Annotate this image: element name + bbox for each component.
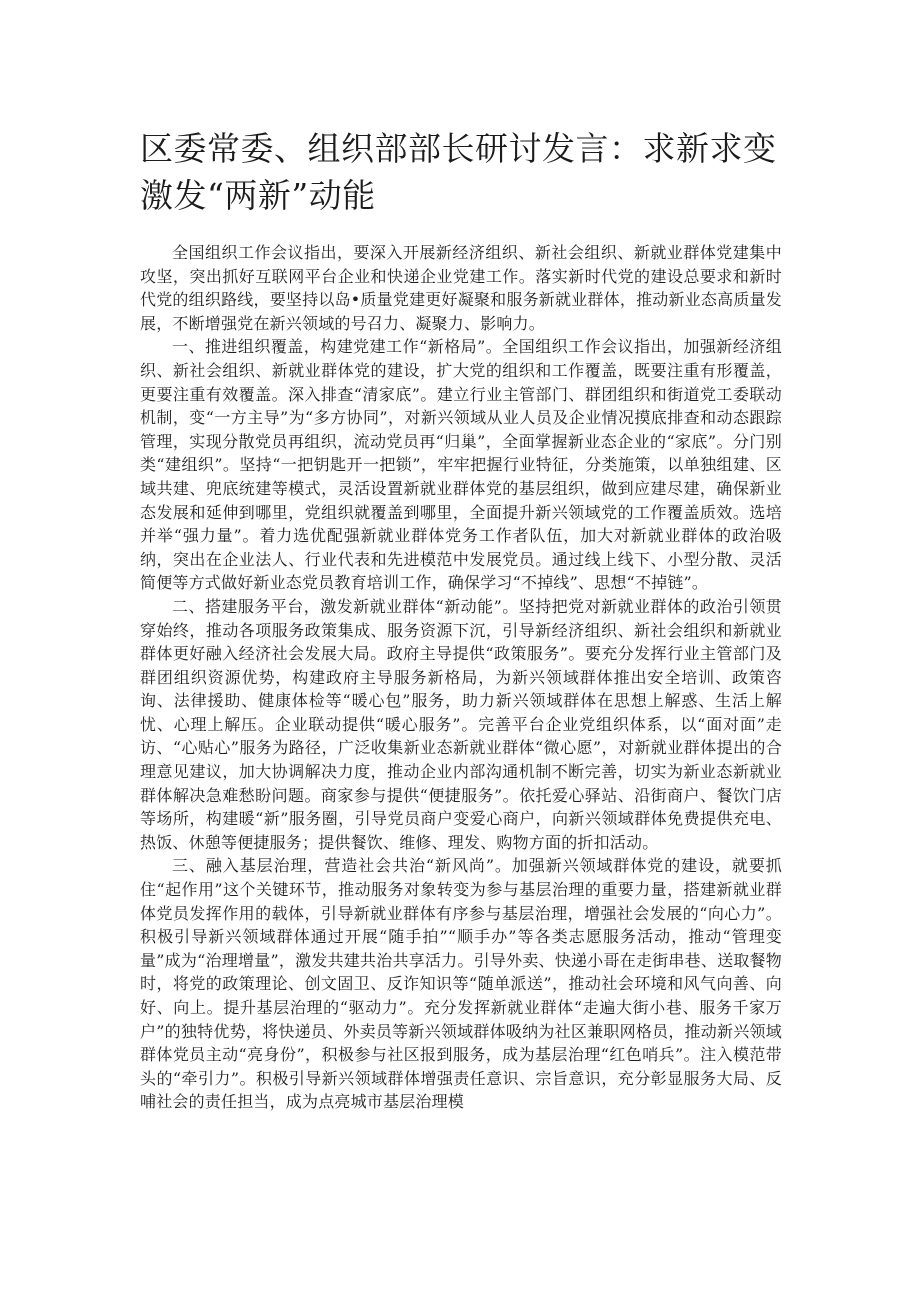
section-three-paragraph: 三、融入基层治理，营造社会共治“新风尚”。加强新兴领域群体党的建设，就要抓住“起作用”这个关键环节，推动服务对象转变为参与基层治理的重要力量，搭建新就业群体党员发挥作用的载体，引导新就业群体有序参与基层治理，增强社会发展的“向心力”。积极引导新兴领域群体通过开展“随手拍”“顺手办”等各类志愿服务活动，推动“管理变量”成为“治理增量”，激发共建共治共享活力。引导外卖、快递小哥在走街串巷、送取餐物时，将党的政策理论、创文固卫、反诈知识等“随单派送”，推动社会环境和风气向善、向好、向上。提升基层治理的“驱动力”。充分发挥新就业群体“走遍大街小巷、服务千家万户”的独特优势，将快递员、外卖员等新兴领域群体吸纳为社区兼职网格员，推动新兴领域群体党员主动“亮身份”，积极参与社区报到服务，成为基层治理“红色哨兵”。注入模范带头的“牵引力”。积极引导新兴领域群体增强责任意识、宗旨意识，充分彰显服务大局、反哺社会的责任担当，成为点亮城市基层治理模 [140,856,782,1112]
section-one-paragraph: 一、推进组织覆盖，构建党建工作“新格局”。全国组织工作会议指出，加强新经济组织、新社会组织、新就业群体党的建设，扩大党的组织和工作覆盖，既要注重有形覆盖，更要注重有效覆盖。深入排查“清家底”。建立行业主管部门、群团组织和街道党工委联动机制，变“一方主导”为“多方协同”，对新兴领域从业人员及企业情况摸底排查和动态跟踪管理，实现分散党员再组织，流动党员再“归巢”，全面掌握新业态企业的“家底”。分门别类“建组织”。坚持“一把钥匙开一把锁”，牢牢把握行业特征，分类施策，以单独组建、区域共建、兜底统建等模式，灵活设置新就业群体党的基层组织，做到应建尽建，确保新业态发展和延伸到哪里，党组织就覆盖到哪里，全面提升新兴领域党的工作覆盖质效。选培并举“强力量”。着力选优配强新就业群体党务工作者队伍，加大对新就业群体的政治吸纳，突出在企业法人、行业代表和先进模范中发展党员。通过线上线下、小型分散、灵活简便等方式做好新业态党员教育培训工作，确保学习“不掉线”、思想“不掉链”。 [140,337,782,593]
document-title: 区委常委、组织部部长研讨发言：求新求变激发“两新”动能 [140,129,777,215]
intro-paragraph: 全国组织工作会议指出，要深入开展新经济组织、新社会组织、新就业群体党建集中攻坚，突出抓好互联网平台企业和快递企业党建工作。落实新时代党的建设总要求和新时代党的组织路线，要坚持以岛•质量党建更好凝聚和服务新就业群体，推动新业态高质量发展，不断增强党在新兴领域的号召力、凝聚力、影响力。 [140,243,782,333]
document-page [140,125,782,1114]
section-two-paragraph: 二、搭建服务平台，激发新就业群体“新动能”。坚持把党对新就业群体的政治引领贯穿始终，推动各项服务政策集成、服务资源下沉，引导新经济组织、新社会组织和新就业群体更好融入经济社会发展大局。政府主导提供“政策服务”。要充分发挥行业主管部门及群团组织资源优势，构建政府主导服务新格局，为新兴领域群体推出安全培训、政策咨询、法律援助、健康体检等“暖心包”服务，助力新兴领域群体在思想上解惑、生活上解忧、心理上解压。企业联动提供“暖心服务”。完善平台企业党组织体系，以“面对面”走访、“心贴心”服务为路径，广泛收集新业态新就业群体“微心愿”，对新就业群体提出的合理意见建议，加大协调解决力度，推动企业内部沟通机制不断完善，切实为新业态新就业群体解决急难愁盼问题。商家参与提供“便捷服务”。依托爱心驿站、沿街商户、餐饮门店等场所，构建暖“新”服务圈，引导党员商户变爱心商户，向新兴领域群体免费提供充电、热饭、休憩等便捷服务；提供餐饮、维修、理发、购物方面的折扣活动。 [140,596,782,852]
